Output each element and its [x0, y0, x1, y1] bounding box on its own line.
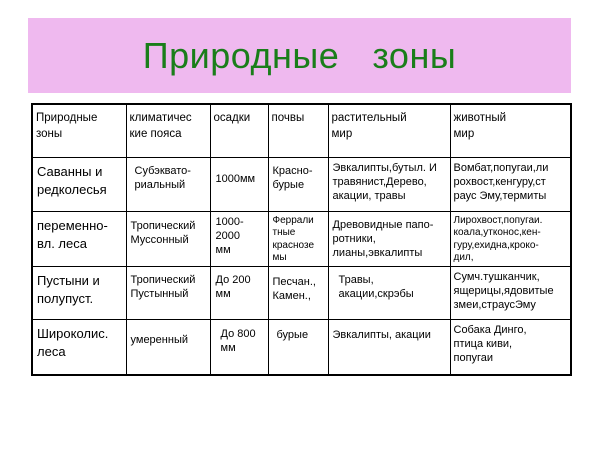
flora-cell: Эвкалипты,бутыл. И травянист,Дерево, акации, травы	[328, 157, 450, 211]
climate-cell: Тропический Муссонный	[126, 211, 210, 266]
climate-cell: умеренный	[126, 319, 210, 375]
table-row	[32, 157, 571, 211]
table-row	[32, 211, 571, 266]
header-cell-fauna: животный мир	[450, 104, 571, 157]
flora-cell: Древовидные папо- ротники, лианы,эвкалипты	[328, 211, 450, 266]
zone-cell: Саванны и редколесья	[32, 157, 126, 211]
precipitation-cell: 1000- 2000 мм	[210, 211, 268, 266]
title-band	[28, 18, 571, 93]
header-cell-precipitation: осадки	[210, 104, 268, 157]
fauna-cell: Лирохвост,попугаи. коала,утконос,кен- гуру,ехидна,кроко- дил,	[450, 211, 571, 266]
precipitation-cell: 1000мм	[210, 157, 268, 211]
soil-cell: Красно- бурые	[268, 157, 328, 211]
zone-cell: Широколис. леса	[32, 319, 126, 375]
soil-cell: бурые	[268, 319, 328, 375]
precipitation-cell: До 800 мм	[210, 319, 268, 375]
table-row	[32, 319, 571, 375]
natural-zones-table	[31, 103, 572, 376]
soil-cell: Песчан., Камен.,	[268, 266, 328, 319]
zone-cell: переменно- вл. леса	[32, 211, 126, 266]
precipitation-cell: До 200 мм	[210, 266, 268, 319]
table-row	[32, 266, 571, 319]
flora-cell: Эвкалипты, акации	[328, 319, 450, 375]
climate-cell: Тропический Пустынный	[126, 266, 210, 319]
fauna-cell: Вомбат,попугаи,ли рохвост,кенгуру,ст раус Эму,термиты	[450, 157, 571, 211]
zone-cell: Пустыни и полупуст.	[32, 266, 126, 319]
fauna-cell: Сумч.тушканчик, ящерицы,ядовитые змеи,страусЭму	[450, 266, 571, 319]
flora-cell: Травы, акации,скрэбы	[328, 266, 450, 319]
header-cell-soils: почвы	[268, 104, 328, 157]
header-row	[32, 104, 571, 157]
header-cell-climate: климатичес кие пояса	[126, 104, 210, 157]
header-cell-zones: Природные зоны	[32, 104, 126, 157]
fauna-cell: Собака Динго, птица киви, попугаи	[450, 319, 571, 375]
header-cell-flora: растительный мир	[328, 104, 450, 157]
soil-cell: Феррали тные краснозе мы	[268, 211, 328, 266]
slide-title: Природные зоны	[142, 34, 457, 76]
climate-cell: Субэквато- риальный	[126, 157, 210, 211]
